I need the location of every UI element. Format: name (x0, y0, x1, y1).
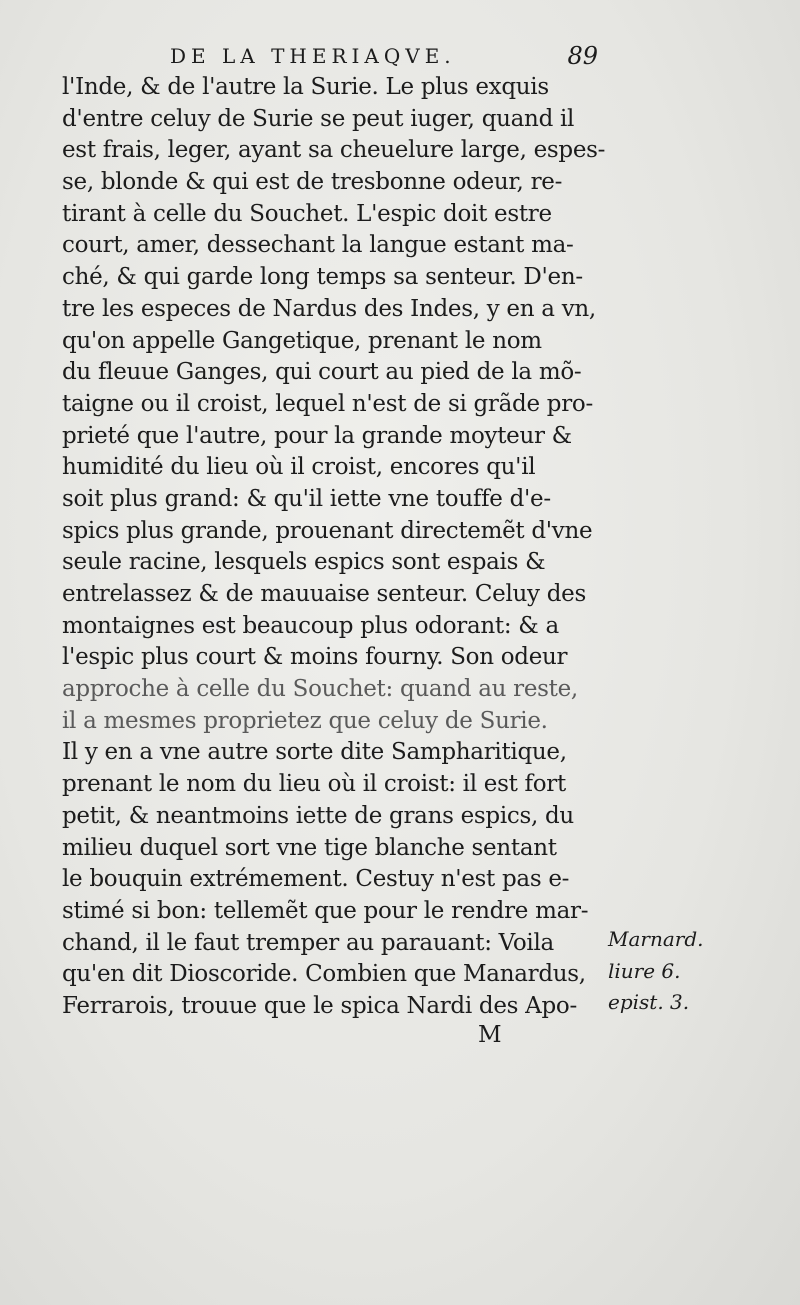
text-line: tirant à celle du Souchet. L'espic doit estre (62, 200, 552, 227)
margin-note (608, 924, 704, 1019)
text-line: stimé si bon: tellemẽt que pour le rendre mar- (62, 897, 589, 924)
text-line: prenant le nom du lieu où il croist: il est fort (62, 771, 566, 798)
text-line: qu'on appelle Gangetique, prenant le nom (62, 327, 542, 354)
text-line: milieu duquel sort vne tige blanche sentant (62, 834, 557, 861)
text-line: qu'en dit Dioscoride. Combien que Manardus, (62, 961, 586, 988)
page-header (60, 40, 600, 74)
margin-note-line: liure 6. (608, 958, 681, 983)
text-line: l'espic plus court & moins fourny. Son odeur (62, 644, 568, 671)
signature-mark: M (478, 1022, 502, 1048)
text-line: tre les especes de Nardus des Indes, y en a vn, (62, 295, 596, 322)
text-line: d'entre celuy de Surie se peut iuger, quand il (62, 105, 575, 132)
text-line: chand, il le faut tremper au parauant: Voila (62, 929, 554, 956)
text-line: Ferrarois, trouue que le spica Nardi des Apo- (62, 992, 577, 1019)
text-line: du fleuue Ganges, qui court au pied de la mõ- (62, 359, 582, 386)
text-line: soit plus grand: & qu'il iette vne touffe d'e- (62, 485, 551, 512)
text-line: montaignes est beaucoup plus odorant: & a (62, 612, 559, 639)
text-line: il a mesmes proprietez que celuy de Surie. (62, 707, 548, 734)
page-number: 89 (567, 42, 598, 70)
body-text (62, 72, 622, 1023)
text-line: humidité du lieu où il croist, encores qu'il (62, 454, 536, 481)
text-line: l'Inde, & de l'autre la Surie. Le plus exquis (62, 74, 549, 100)
text-line: se, blonde & qui est de tresbonne odeur, re- (62, 169, 563, 196)
text-line: est frais, leger, ayant sa cheuelure large, espes- (62, 137, 606, 164)
text-line: prieté que l'autre, pour la grande moyteur & (62, 422, 572, 449)
running-title: DE LA THERIAQVE. (170, 44, 456, 68)
text-line: seule racine, lesquels espics sont espais & (62, 549, 546, 576)
text-line: court, amer, dessechant la langue estant ma- (62, 232, 574, 259)
margin-note-line: Marnard. (608, 927, 704, 951)
text-line: taigne ou il croist, lequel n'est de si grãde pro- (62, 390, 593, 417)
text-line: entrelassez & de mauuaise senteur. Celuy des (62, 581, 586, 607)
text-line: petit, & neantmoins iette de grans espics, du (62, 802, 574, 829)
text-line: spics plus grande, prouenant directemẽt d'vne (62, 517, 593, 544)
text-line: ché, & qui garde long temps sa senteur. D'en- (62, 264, 583, 291)
text-line: approche à celle du Souchet: quand au reste, (62, 676, 578, 703)
text-line: le bouquin extrémement. Cestuy n'est pas e- (62, 866, 570, 893)
margin-note-line: epist. 3. (608, 990, 690, 1015)
text-line: Il y en a vne autre sorte dite Sampharitique, (62, 739, 567, 766)
